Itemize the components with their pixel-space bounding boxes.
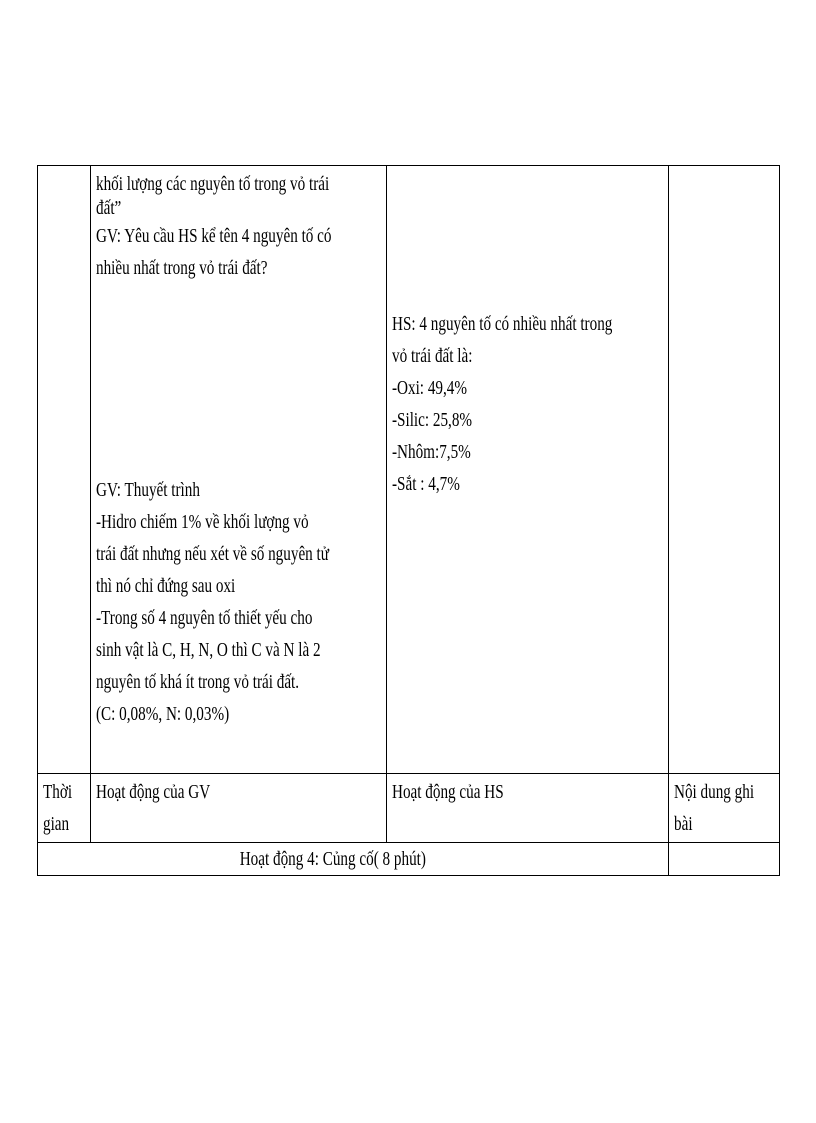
header-student-cell bbox=[387, 774, 669, 843]
content-row bbox=[38, 166, 780, 774]
student-line: vỏ trái đất là: bbox=[392, 345, 473, 367]
student-line: -Silic: 25,8% bbox=[392, 409, 473, 431]
header-notes-label: Nội dung ghi bbox=[674, 781, 755, 803]
header-student-label: Hoạt động của HS bbox=[392, 781, 504, 803]
teacher-line: -Hidro chiếm 1% về khối lượng vỏ bbox=[96, 511, 309, 533]
student-line: HS: 4 nguyên tố có nhiều nhất trong bbox=[392, 313, 613, 335]
teacher-line: (C: 0,08%, N: 0,03%) bbox=[96, 703, 230, 725]
teacher-line: nhiều nhất trong vỏ trái đất? bbox=[96, 257, 268, 279]
section-title: Hoạt động 4: Củng cố( 8 phút) bbox=[239, 848, 427, 870]
teacher-line: nguyên tố khá ít trong vỏ trái đất. bbox=[96, 671, 300, 693]
teacher-line: -Trong số 4 nguyên tố thiết yếu cho bbox=[96, 607, 313, 629]
teacher-line: khối lượng các nguyên tố trong vỏ trái bbox=[96, 173, 330, 195]
header-teacher-label: Hoạt động của GV bbox=[96, 781, 211, 803]
header-notes-cell bbox=[669, 774, 780, 843]
student-line: -Nhôm:7,5% bbox=[392, 441, 471, 463]
header-time-cell bbox=[38, 774, 91, 843]
header-time-label: gian bbox=[43, 813, 70, 835]
teacher-activity-cell bbox=[91, 166, 387, 774]
teacher-line: đất” bbox=[96, 197, 122, 219]
teacher-line: trái đất nhưng nếu xét về số nguyên tử bbox=[96, 543, 330, 565]
teacher-line: GV: Yêu cầu HS kể tên 4 nguyên tố có bbox=[96, 225, 332, 247]
section-notes-cell bbox=[669, 843, 780, 876]
time-cell bbox=[38, 166, 91, 774]
teacher-line: sinh vật là C, H, N, O thì C và N là 2 bbox=[96, 639, 321, 661]
notes-cell bbox=[669, 166, 780, 774]
student-line: -Sắt : 4,7% bbox=[392, 473, 460, 495]
section-title-row bbox=[38, 843, 780, 876]
teacher-line: GV: Thuyết trình bbox=[96, 479, 201, 501]
student-activity-cell bbox=[387, 166, 669, 774]
header-notes-label: bài bbox=[674, 813, 693, 835]
lesson-plan-table bbox=[37, 165, 780, 876]
header-time-label: Thời bbox=[43, 781, 73, 803]
student-line: -Oxi: 49,4% bbox=[392, 377, 468, 399]
section-title-cell bbox=[38, 843, 669, 876]
teacher-line: thì nó chỉ đứng sau oxi bbox=[96, 575, 236, 597]
header-row bbox=[38, 774, 780, 843]
